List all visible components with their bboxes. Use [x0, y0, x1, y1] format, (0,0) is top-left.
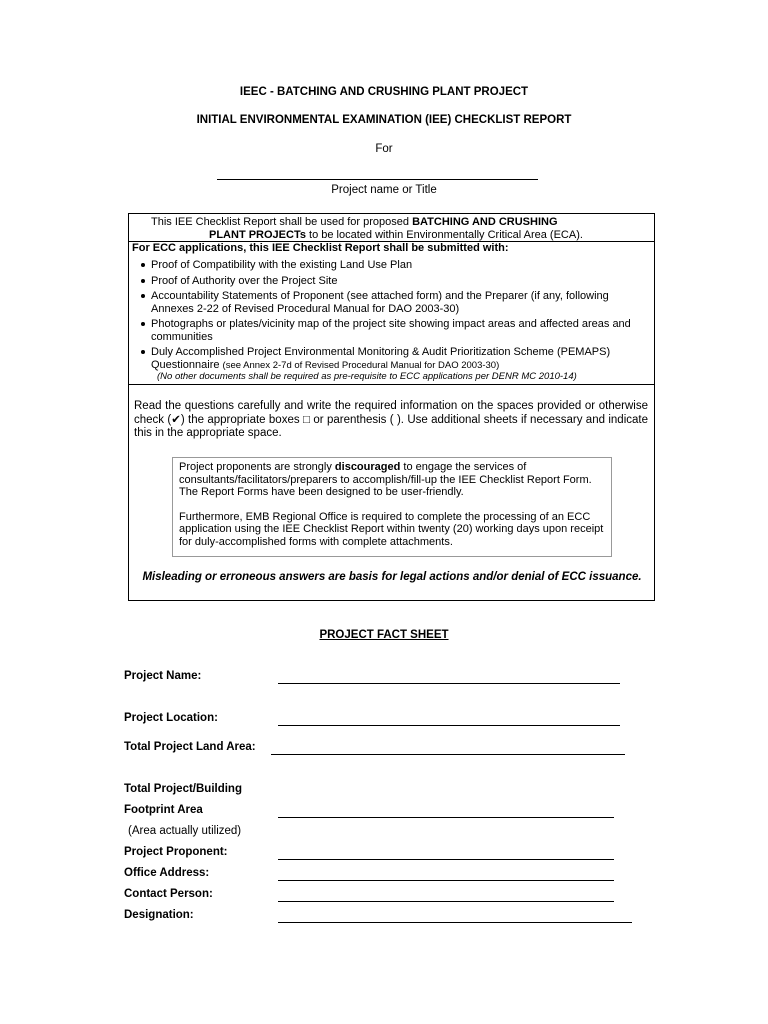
warning-text: Misleading or erroneous answers are basis for legal actions and/or denial of ECC issuance.: [142, 571, 642, 583]
footprint-area-field[interactable]: [278, 817, 614, 818]
intro-text-part: to be located within Environmentally Critical Area (ECA).: [305, 229, 583, 241]
requirements-heading: For ECC applications, this IEE Checklist Report shall be submitted with:: [132, 242, 509, 254]
form-title-line1: IEEC - BATCHING AND CRUSHING PLANT PROJECT: [239, 86, 529, 98]
project-name-title-line[interactable]: [217, 179, 538, 180]
form-title-line2: INITIAL ENVIRONMENTAL EXAMINATION (IEE) CHECKLIST REPORT: [196, 114, 572, 126]
footprint-label-line1: Total Project/Building: [124, 783, 242, 795]
contact-person-label: Contact Person:: [124, 888, 213, 900]
notice-paragraph-2: Furthermore, EMB Regional Office is required to complete the processing of an ECC application using the IEE Checklist Report within twenty (20) working days upon receipt for duly-accomplished forms with complete attachments.: [179, 510, 604, 548]
intro-text-bold: BATCHING AND CRUSHING: [412, 216, 558, 228]
project-location-label: Project Location:: [124, 712, 218, 724]
intro-text: [151, 216, 651, 242]
land-area-label: Total Project Land Area:: [124, 741, 256, 753]
designation-label: Designation:: [124, 909, 194, 921]
for-label: For: [375, 143, 393, 155]
land-area-field[interactable]: [271, 754, 625, 755]
list-item: Accountability Statements of Proponent (see attached form) and the Preparer (if any, following Annexes 2-22 of Revised Procedural Manual for DAO 2003-30): [129, 290, 651, 315]
footprint-label-line2: Footprint Area: [124, 804, 203, 816]
requirements-box: [128, 213, 655, 385]
fact-sheet-heading: PROJECT FACT SHEET: [319, 629, 449, 641]
project-name-label: Project Name:: [124, 670, 202, 682]
notice-paragraph-1: Project proponents are strongly discouraged to engage the services of consultants/facilitators/preparers to accomplish/fill-up the IEE Checklist Report Form. The Report Forms have been designed to be user-friendly.: [179, 461, 592, 498]
project-proponent-label: Project Proponent:: [124, 846, 228, 858]
notice-box: [172, 457, 612, 557]
project-name-field[interactable]: [278, 683, 620, 684]
requirements-list: [129, 259, 651, 372]
office-address-label: Office Address:: [124, 867, 210, 879]
project-location-field[interactable]: [278, 725, 620, 726]
list-item: Proof of Compatibility with the existing Land Use Plan: [129, 259, 651, 272]
list-item: Proof of Authority over the Project Site: [129, 275, 651, 288]
instructions-box: [128, 384, 655, 601]
list-item: Duly Accomplished Project Environmental Monitoring & Audit Prioritization Scheme (PEMAPS) Questionnaire (see Annex 2-7d of Revised Procedural Manual for DAO 2003-30): [129, 346, 651, 372]
instructions-text: Read the questions carefully and write the required information on the spaces provided or otherwise check (✔) the appropriate boxes □ or parenthesis ( ). Use additional sheets if necessary and indicate this in the appropriate space.: [134, 400, 648, 439]
project-proponent-field[interactable]: [278, 859, 614, 860]
list-item: Photographs or plates/vicinity map of the project site showing impact areas and affected areas and communities: [129, 318, 651, 343]
note: (No other documents shall be required as pre-requisite to ECC applications per DENR MC 2010-14): [157, 371, 577, 382]
intro-text-part: This IEE Checklist Report shall be used for proposed: [151, 216, 413, 228]
office-address-field[interactable]: [278, 880, 614, 881]
footprint-note: (Area actually utilized): [128, 825, 242, 837]
contact-person-field[interactable]: [278, 901, 614, 902]
project-name-caption: Project name or Title: [331, 184, 437, 196]
intro-text-bold: PLANT PROJECTs: [209, 229, 306, 241]
designation-field[interactable]: [278, 922, 632, 923]
